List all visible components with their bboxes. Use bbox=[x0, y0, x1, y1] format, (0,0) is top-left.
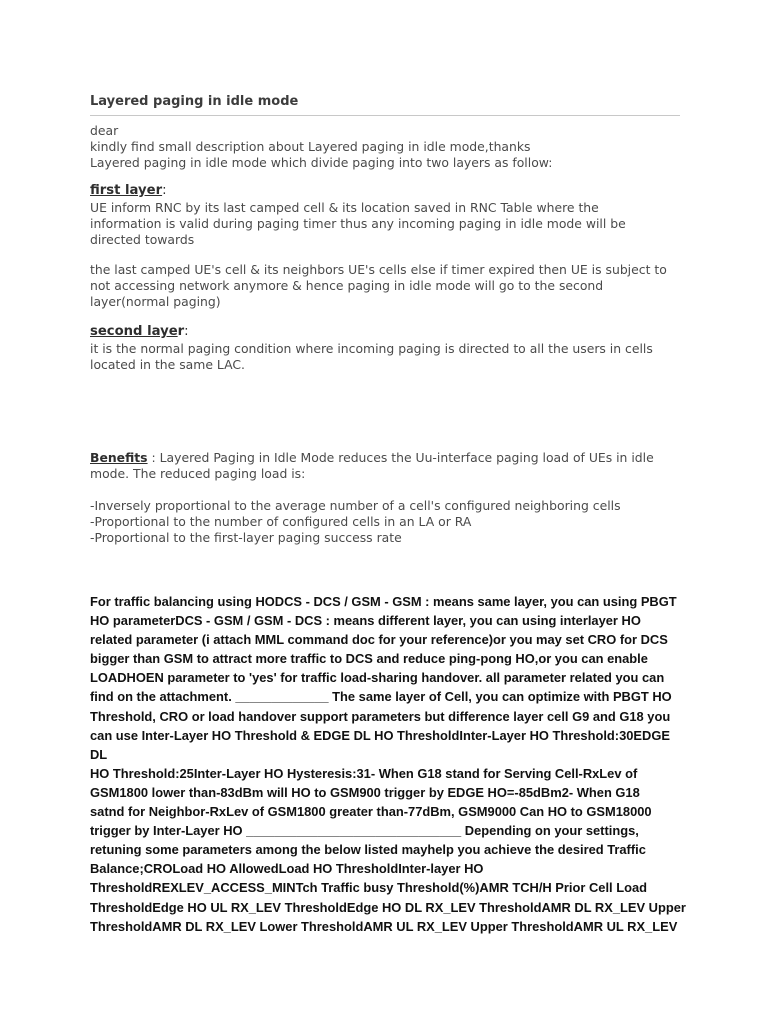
traffic-line: ThresholdAMR DL RX_LEV Lower ThresholdAMR UL RX_LEV Upper ThresholdAMR UL RX_LEV bbox=[90, 918, 678, 934]
traffic-line: find on the attachment. _____________ The same layer of Cell, you can optimize with PBGT HO bbox=[90, 689, 672, 705]
traffic-line: can use Inter-Layer HO Threshold & EDGE DL HO ThresholdInter-Layer HO Threshold:30EDGE DL bbox=[90, 727, 670, 762]
benefits-heading: Benefits bbox=[90, 450, 148, 465]
traffic-line: LOADHOEN parameter to 'yes' for traffic load-sharing handover. all parameter related you can bbox=[90, 670, 665, 686]
second-layer-paragraph bbox=[90, 341, 690, 373]
benefits-line-1 bbox=[90, 450, 690, 466]
paragraph-line: information is valid during paging timer thus any incoming paging in idle mode will be bbox=[90, 215, 626, 231]
benefits-list bbox=[90, 498, 690, 545]
intro-line: dear bbox=[90, 123, 119, 138]
paragraph-line: the last camped UE's cell & its neighbors UE's cells else if timer expired then UE is subject to bbox=[90, 262, 667, 277]
paragraph-line: directed towards bbox=[90, 231, 195, 247]
intro-line: Layered paging in idle mode which divide paging into two layers as follow: bbox=[90, 154, 553, 170]
benefits-line-2: mode. The reduced paging load is: bbox=[90, 465, 306, 481]
document-title: Layered paging in idle mode bbox=[90, 94, 680, 116]
first-layer-paragraph-2 bbox=[90, 262, 690, 309]
paragraph-line: located in the same LAC. bbox=[90, 356, 245, 372]
first-layer-paragraph-1 bbox=[90, 200, 690, 247]
paragraph-line: layer(normal paging) bbox=[90, 293, 221, 309]
first-layer-heading-colon: : bbox=[162, 183, 167, 198]
traffic-line: For traffic balancing using HODCS - DCS / GSM - GSM : means same layer, you can using PBGT bbox=[90, 594, 677, 609]
first-layer-heading bbox=[90, 183, 167, 198]
traffic-line: retuning some parameters among the below listed mayhelp you achieve the desired Traffic bbox=[90, 842, 646, 858]
benefits-line-1-text: : Layered Paging in Idle Mode reduces the Uu-interface paging load of UEs in idle bbox=[147, 450, 654, 465]
traffic-line: HO Threshold:25Inter-Layer HO Hysteresis:31- When G18 stand for Serving Cell-RxLev of bbox=[90, 765, 638, 781]
second-layer-heading-colon: : bbox=[184, 324, 189, 339]
traffic-line: HO parameterDCS - GSM / GSM - DCS : means different layer, you can using interlayer HO bbox=[90, 613, 641, 629]
paragraph-line: UE inform RNC by its last camped cell & its location saved in RNC Table where the bbox=[90, 200, 599, 215]
benefits-list-item: -Proportional to the number of configured cells in an LA or RA bbox=[90, 513, 472, 529]
second-layer-heading-rest: r bbox=[177, 324, 185, 339]
benefits-paragraph bbox=[90, 450, 690, 482]
traffic-line: bigger than GSM to attract more traffic to DCS and reduce ping-pong HO,or you can enable bbox=[90, 651, 648, 667]
paragraph-line: it is the normal paging condition where incoming paging is directed to all the users in cells bbox=[90, 341, 653, 356]
traffic-line: Balance;CROLoad HO AllowedLoad HO ThresholdInter-layer HO bbox=[90, 861, 484, 877]
traffic-line: satnd for Neighbor-RxLev of GSM1800 greater than-77dBm, GSM9000 Can HO to GSM18000 bbox=[90, 804, 652, 820]
intro-line: kindly find small description about Layered paging in idle mode,thanks bbox=[90, 138, 531, 154]
paragraph-line: not accessing network anymore & hence paging in idle mode will go to the second bbox=[90, 277, 604, 293]
intro-text bbox=[90, 123, 690, 170]
traffic-line: ThresholdREXLEV_ACCESS_MINTch Traffic busy Threshold(%)AMR TCH/H Prior Cell Load bbox=[90, 880, 647, 896]
second-layer-heading bbox=[90, 324, 189, 339]
traffic-line: related parameter (i attach MML command doc for your reference)or you may set CRO for DCS bbox=[90, 632, 668, 648]
traffic-line: trigger by Inter-Layer HO ______________________________ Depending on your settings, bbox=[90, 823, 639, 839]
traffic-line: ThresholdEdge HO UL RX_LEV ThresholdEdge HO DL RX_LEV ThresholdAMR DL RX_LEV Upper bbox=[90, 899, 686, 915]
first-layer-heading-underlined: first layer bbox=[90, 183, 163, 198]
second-layer-heading-underlined: second laye bbox=[90, 324, 178, 339]
benefits-list-item: -Inversely proportional to the average number of a cell's configured neighboring cells bbox=[90, 498, 621, 513]
traffic-balancing-text bbox=[90, 592, 690, 936]
benefits-list-item: -Proportional to the first-layer paging success rate bbox=[90, 529, 402, 545]
traffic-line: GSM1800 lower than-83dBm will HO to GSM900 trigger by EDGE HO=-85dBm2- When G18 bbox=[90, 784, 640, 800]
traffic-line: Threshold, CRO or load handover support parameters but difference layer cell G9 and G18 you bbox=[90, 708, 671, 724]
